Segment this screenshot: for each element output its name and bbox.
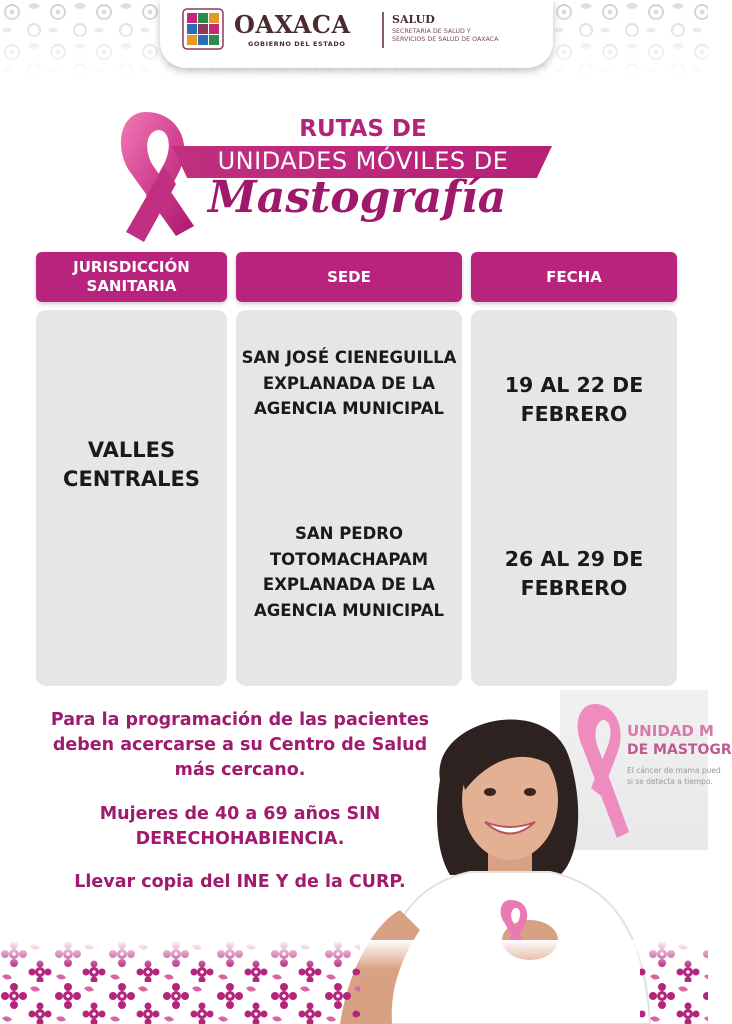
title-line-3: Mastografía <box>208 172 507 223</box>
agency-subtitle-2: SERVICIOS DE SALUD DE OAXACA <box>392 36 499 43</box>
fecha-row-1: 19 AL 22 DE FEBRERO <box>504 373 644 426</box>
banner-line-4: si se detecta a tiempo. <box>627 777 713 786</box>
fecha-row-2: 26 AL 29 DE FEBRERO <box>504 547 644 600</box>
banner-line-2: DE MASTOGR <box>627 742 732 758</box>
header-sede <box>236 252 462 302</box>
banner-line-3: El cáncer de mama pued <box>627 766 721 775</box>
sede-row-1: SAN JOSÉ CIENEGUILLA EXPLANADA DE LA AGENCIA MUNICIPAL <box>241 348 457 418</box>
header-fecha <box>471 252 677 302</box>
header-card <box>160 0 553 68</box>
floral-pattern-icon <box>0 940 708 1024</box>
agency-subtitle-1: SECRETARÍA DE SALUD Y <box>392 28 471 35</box>
info-scheduling: Para la programación de las pacientes deben acercarse a su Centro de Salud más cercano. <box>50 710 430 780</box>
header-jurisdiccion <box>36 252 227 302</box>
gobierno-oaxaca-logo-icon <box>182 8 224 50</box>
header-fecha-label: FECHA <box>546 267 602 286</box>
header-divider <box>382 12 384 48</box>
brand-subtitle: GOBIERNO DEL ESTADO <box>248 40 346 48</box>
column-jurisdiccion <box>36 310 227 686</box>
column-fecha <box>471 310 677 686</box>
sede-row-2: SAN PEDRO TOTOMACHAPAM EXPLANADA DE LA AGENCIA MUNICIPAL <box>253 524 445 620</box>
header-jurisdiccion-label: JURISDICCIÓN SANITARIA <box>73 258 190 295</box>
info-eligibility: Mujeres de 40 a 69 años SIN DERECHOHABIENCIA. <box>99 804 381 849</box>
brand-name: OAXACA <box>234 10 351 39</box>
banner-line-1: UNIDAD M <box>627 722 714 740</box>
title-line-1: RUTAS DE <box>299 116 427 142</box>
jurisdiccion-value: VALLES CENTRALES <box>63 438 200 491</box>
title-line-2: UNIDADES MÓVILES DE <box>217 147 509 175</box>
info-documents: Llevar copia del INE Y de la CURP. <box>74 872 406 892</box>
header-sede-label: SEDE <box>327 267 371 286</box>
agency-name: SALUD <box>392 13 435 26</box>
